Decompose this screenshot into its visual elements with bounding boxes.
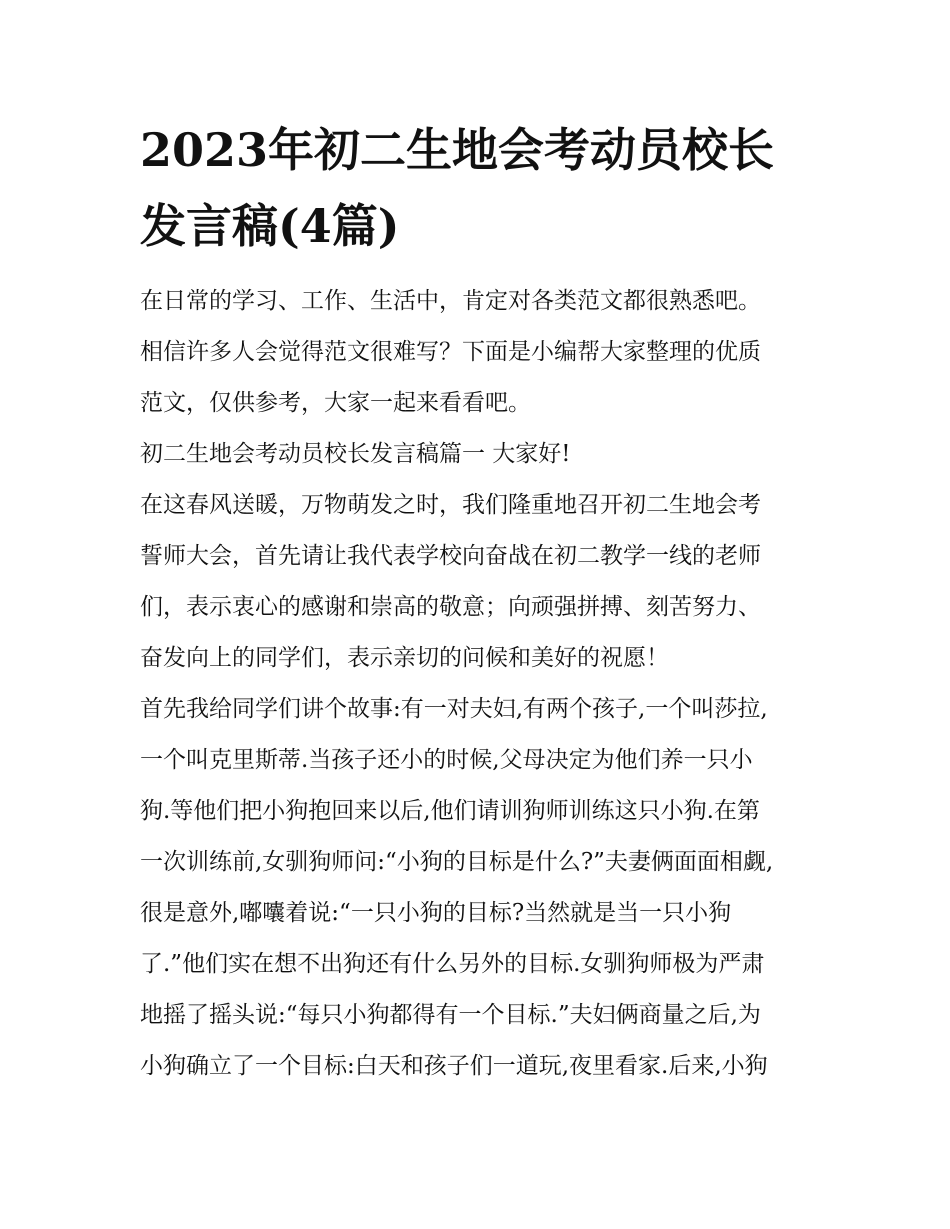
- title-line-1: 2023年初二生地会考动员校长: [140, 123, 775, 177]
- body-line: 地摇了摇头说:“每只小狗都得有一个目标.”夫妇俩商量之后,为: [140, 1002, 761, 1028]
- body-line: 范文，仅供参考，大家一起来看看吧。: [140, 390, 531, 416]
- document-body: [140, 276, 830, 1092]
- body-line: 一次训练前,女驯狗师问:“小狗的目标是什么?”夫妻俩面面相觑,: [140, 849, 774, 875]
- body-line: 誓师大会，首先请让我代表学校向奋战在初二教学一线的老师: [140, 543, 761, 569]
- body-line: 一个叫克里斯蒂.当孩子还小的时候,父母决定为他们养一只小: [140, 747, 753, 773]
- body-line: 在日常的学习、工作、生活中，肯定对各类范文都很熟悉吧。: [140, 288, 761, 314]
- title-line-2: 发言稿(4篇): [140, 199, 400, 253]
- document-title: [140, 112, 820, 264]
- body-line: 奋发向上的同学们，表示亲切的问候和美好的祝愿！: [140, 645, 669, 671]
- body-line: 们，表示衷心的感谢和崇高的敬意；向顽强拼搏、刻苦努力、: [140, 594, 761, 620]
- body-line: 狗.等他们把小狗抱回来以后,他们请训狗师训练这只小狗.在第: [140, 798, 760, 824]
- body-line: 了.”他们实在想不出狗还有什么另外的目标.女驯狗师极为严肃: [140, 951, 765, 977]
- body-line: 首先我给同学们讲个故事:有一对夫妇,有两个孩子,一个叫莎拉,: [140, 696, 768, 722]
- body-line: 相信许多人会觉得范文很难写？下面是小编帮大家整理的优质: [140, 339, 761, 365]
- body-line: 在这春风送暖，万物萌发之时，我们隆重地召开初二生地会考: [140, 492, 761, 518]
- body-line: 小狗确立了一个目标:白天和孩子们一道玩,夜里看家.后来,小狗: [140, 1053, 768, 1079]
- section-heading-line: 初二生地会考动员校长发言稿篇一 大家好!: [140, 441, 571, 467]
- body-line: 很是意外,嘟囔着说:“一只小狗的目标?当然就是当一只小狗: [140, 900, 732, 926]
